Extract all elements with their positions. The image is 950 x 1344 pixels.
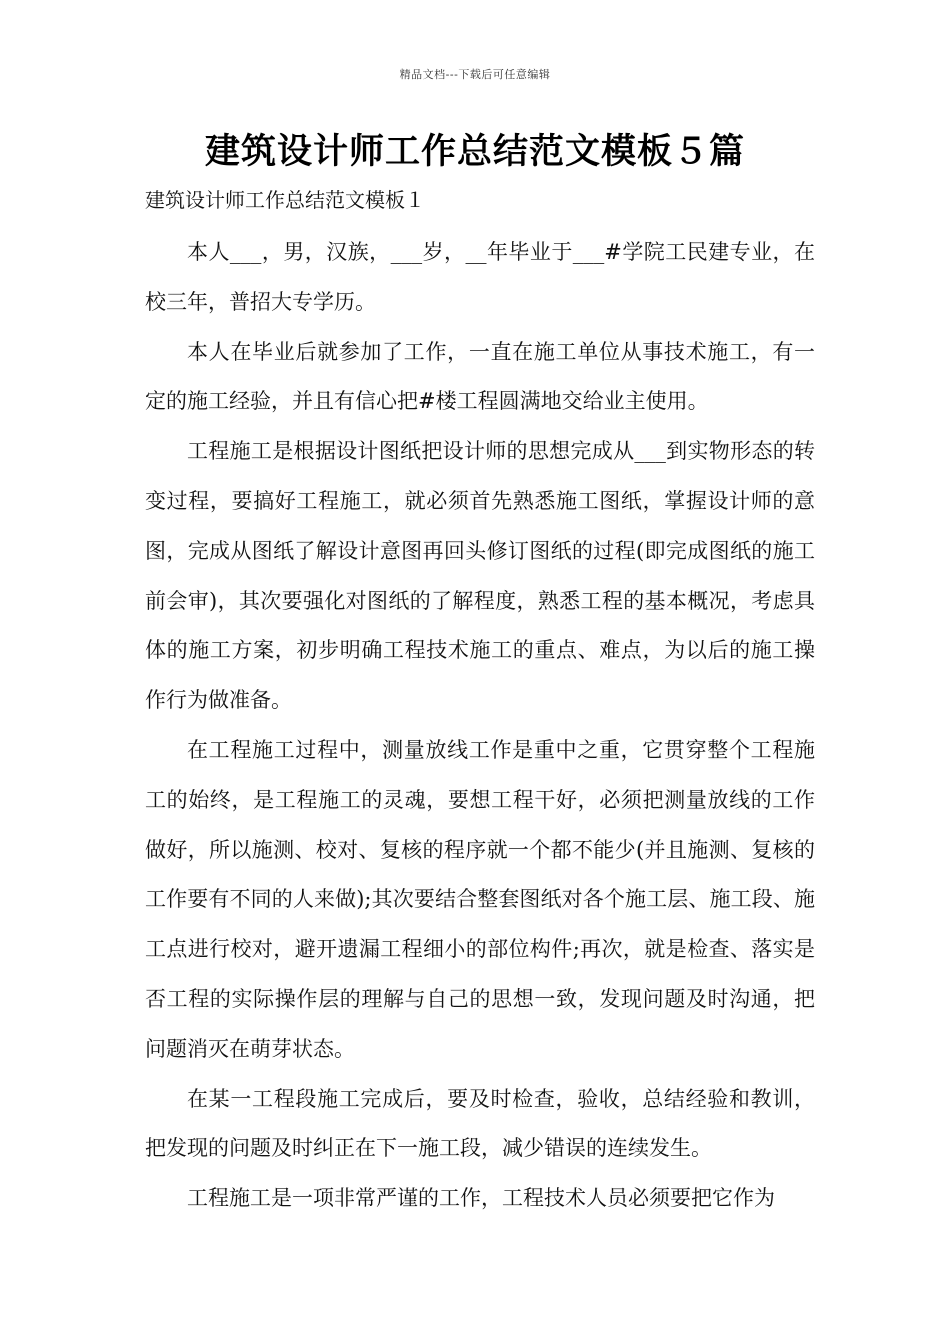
document-body [145, 228, 815, 1224]
paragraph: 本人___，男，汉族，___岁，__年毕业于___#学院工民建专业，在校三年，普招大专学历。 [145, 240, 815, 314]
paragraph: 本人在毕业后就参加了工作，一直在施工单位从事技术施工，有一定的施工经验，并且有信心把#楼工程圆满地交给业主使用。 [145, 339, 815, 414]
document-subtitle: 建筑设计师工作总结范文模板１ [145, 188, 425, 212]
paragraph: 工程施工是一项非常严谨的工作，工程技术人员必须要把它作为 [187, 1186, 775, 1211]
header-note: 精品文档---下载后可任意编辑 [399, 68, 551, 81]
document-title: 建筑设计师工作总结范文模板５篇 [204, 132, 745, 172]
paragraph: 在某一工程段施工完成后，要及时检查，验收，总结经验和教训，把发现的问题及时纠正在下一施工段，减少错误的连续发生。 [145, 1086, 815, 1161]
paragraph: 在工程施工过程中，测量放线工作是重中之重，它贯穿整个工程施工的始终，是工程施工的灵魂，要想工程干好，必须把测量放线的工作做好，所以施测、校对、复核的程序就一个都不能少(并且施测、复核的工作要有不同的人来做);其次要结合整套图纸对各个施工层、施工段、施工点进行校对，避开遗漏工程细小的部位构件;再次，就是检查、落实是否工程的实际操作层的理解与自己的思想一致，发现问题及时沟通，把问题消灭在萌芽状态。 [145, 737, 815, 1061]
paragraph: 工程施工是根据设计图纸把设计师的思想完成从___到实物形态的转变过程，要搞好工程施工，就必须首先熟悉施工图纸，掌握设计师的意图，完成从图纸了解设计意图再回头修订图纸的过程(即完成图纸的施工前会审)，其次要强化对图纸的了解程度，熟悉工程的基本概况，考虑具体的施工方案，初步明确工程技术施工的重点、难点，为以后的施工操作行为做准备。 [145, 439, 815, 713]
